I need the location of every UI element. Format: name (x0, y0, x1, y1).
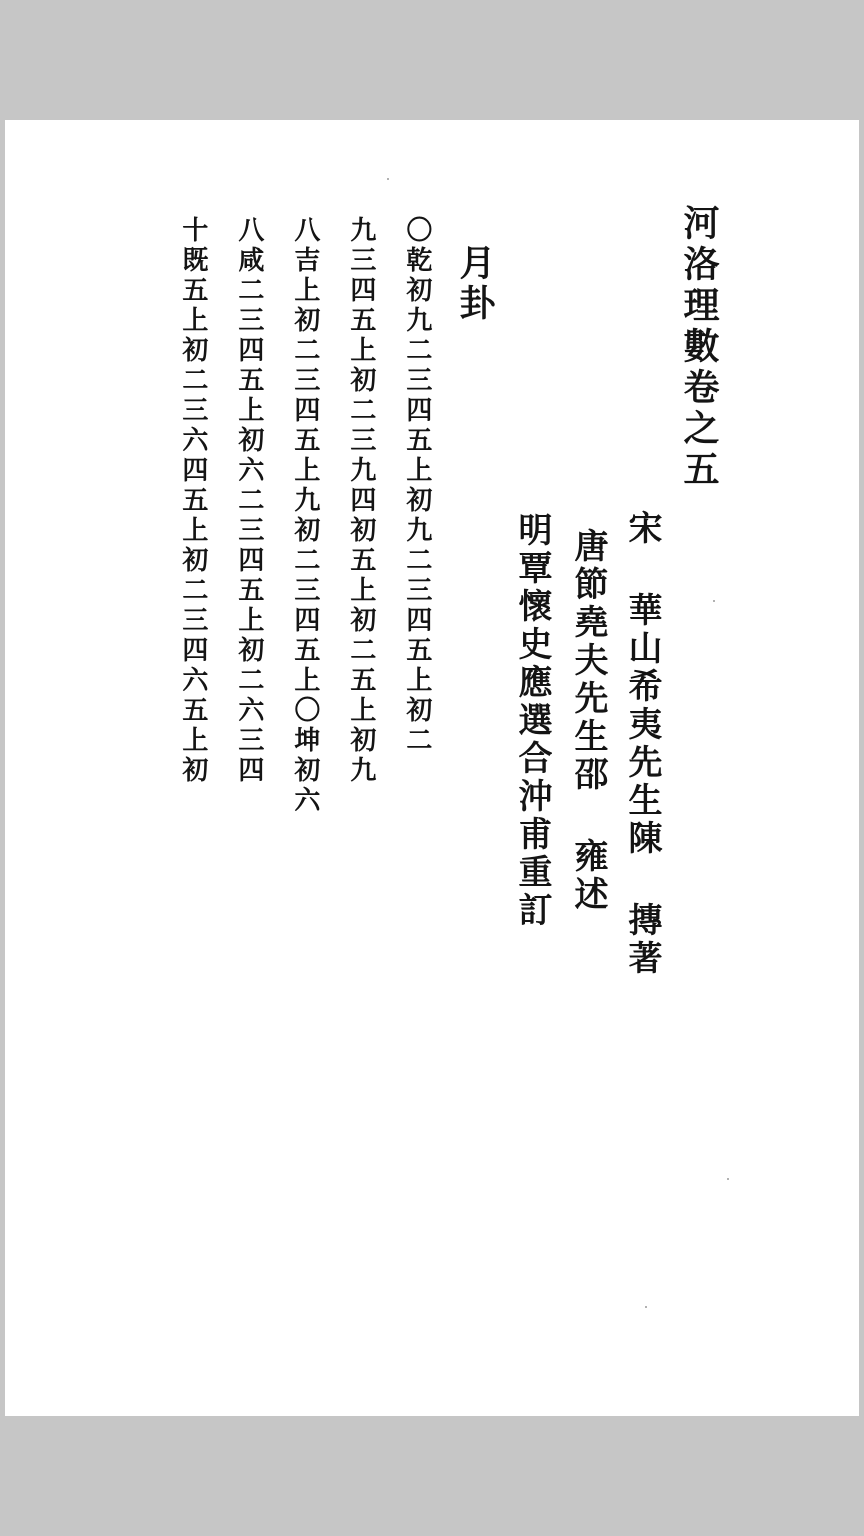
section-heading: 月卦 (454, 244, 496, 324)
scanned-page (5, 120, 859, 1416)
scan-speck (713, 600, 715, 602)
text-column: 九三四五上初二三九四初五上初二五上初九 (345, 216, 376, 786)
credit-line-song: 宋 華山希夷先生陳 摶著 (622, 510, 662, 978)
text-column: 十既五上初二三六四五上初二三四六五上初 (177, 216, 208, 786)
text-column: 八咸二三四五上初六二三四五上初二六三四 (233, 216, 264, 786)
scan-speck (727, 1178, 729, 1180)
book-title: 河洛理數卷之五 (678, 204, 720, 491)
credit-line-tang: 唐節堯夫先生邵 雍述 (568, 528, 608, 914)
text-column: 〇乾初九二三四五上初九二三四五上初二 (401, 216, 432, 756)
scan-speck (387, 178, 389, 180)
scan-speck (645, 1306, 647, 1308)
credit-line-ming: 明覃懷史應選合沖甫重訂 (512, 512, 552, 930)
text-column: 八吉上初二三四五上九初二三四五上〇坤初六 (289, 216, 320, 816)
